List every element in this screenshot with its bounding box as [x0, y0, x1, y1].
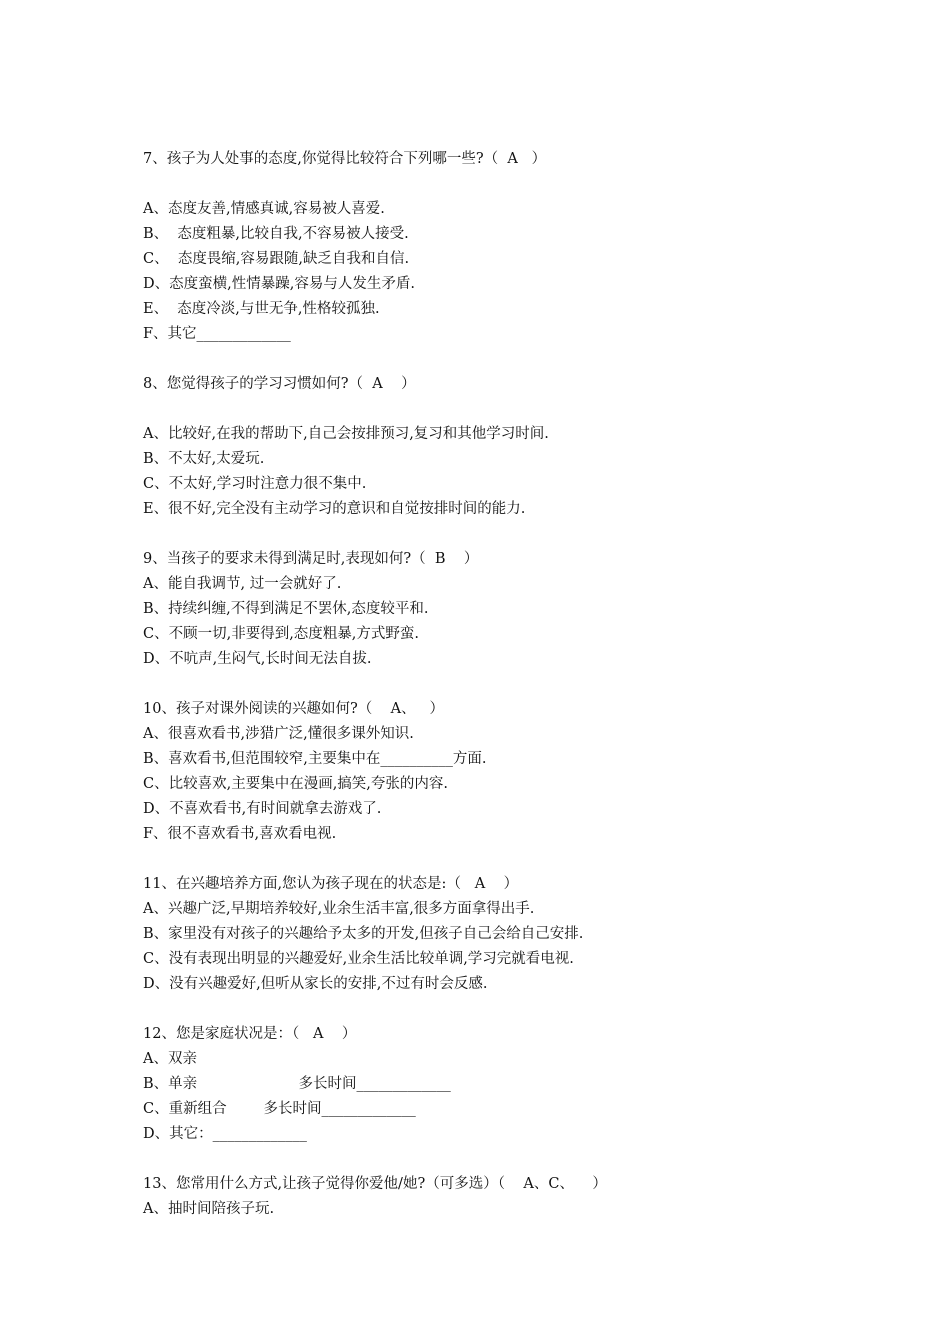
- question-9: [143, 547, 843, 672]
- question-10: [143, 697, 843, 847]
- question-title: 13、您常用什么方式,让孩子觉得你爱他/她?（可多选）（ A、C、 ）: [143, 1176, 607, 1192]
- question-title: 9、当孩子的要求未得到满足时,表现如何?（ B ）: [143, 551, 479, 567]
- question-title: 10、孩子对课外阅读的兴趣如何?（ A、 ）: [143, 701, 444, 717]
- question-12: [143, 1022, 843, 1147]
- option-line: B、不太好,太爱玩.: [143, 451, 265, 467]
- question-title: 8、您觉得孩子的学习习惯如何?（ A ）: [143, 376, 416, 392]
- option-line: B、持续纠缠,不得到满足不罢休,态度较平和.: [143, 601, 429, 617]
- option-line: B、 态度粗暴,比较自我,不容易被人接受.: [143, 226, 409, 242]
- option-line: C、不太好,学习时注意力很不集中.: [143, 476, 367, 492]
- option-line: C、比较喜欢,主要集中在漫画,搞笑,夸张的内容.: [143, 776, 449, 792]
- question-title: 7、孩子为人处事的态度,你觉得比较符合下列哪一些?（ A ）: [143, 151, 547, 167]
- option-line: A、比较好,在我的帮助下,自己会按排预习,复习和其他学习时间.: [143, 426, 549, 442]
- question-title: 12、您是家庭状况是：（ A ）: [143, 1026, 357, 1042]
- spacer: [143, 672, 843, 697]
- option-line: D、态度蛮横,性情暴躁,容易与人发生矛盾.: [143, 276, 415, 292]
- option-line: C、 态度畏缩,容易跟随,缺乏自我和自信.: [143, 251, 410, 267]
- option-line: D、不喜欢看书,有时间就拿去游戏了.: [143, 801, 382, 817]
- option-line: A、兴趣广泛,早期培养较好,业余生活丰富,很多方面拿得出手.: [143, 901, 535, 917]
- spacer: [143, 397, 843, 422]
- question-7: [143, 147, 843, 347]
- question-11: [143, 872, 843, 997]
- question-title: 11、在兴趣培养方面,您认为孩子现在的状态是:（ A ）: [143, 876, 519, 892]
- spacer: [143, 1147, 843, 1172]
- option-line: F、很不喜欢看书,喜欢看电视.: [143, 826, 337, 842]
- spacer: [143, 997, 843, 1022]
- option-line: B、喜欢看书,但范围较窄,主要集中在__________方面.: [143, 751, 487, 767]
- option-line: E、很不好,完全没有主动学习的意识和自觉按排时间的能力.: [143, 501, 526, 517]
- spacer: [143, 522, 843, 547]
- question-8: [143, 372, 843, 522]
- spacer: [143, 347, 843, 372]
- option-line: A、能自我调节, 过一会就好了.: [143, 576, 342, 592]
- option-line: D、不吭声,生闷气,长时间无法自拔.: [143, 651, 372, 667]
- spacer: [143, 172, 843, 197]
- option-line: F、其它_____________: [143, 326, 291, 342]
- option-line: A、双亲: [143, 1051, 197, 1067]
- option-line: D、没有兴趣爱好,但听从家长的安排,不过有时会反感.: [143, 976, 488, 992]
- option-line: C、没有表现出明显的兴趣爱好,业余生活比较单调,学习完就看电视.: [143, 951, 574, 967]
- option-line: E、 态度冷淡,与世无争,性格较孤独.: [143, 301, 380, 317]
- option-line: A、很喜欢看书,涉猎广泛,懂很多课外知识.: [143, 726, 414, 742]
- option-line: A、抽时间陪孩子玩.: [143, 1201, 275, 1217]
- option-line: C、重新组合 多长时间_____________: [143, 1101, 416, 1117]
- option-line: B、家里没有对孩子的兴趣给予太多的开发,但孩子自己会给自己安排.: [143, 926, 584, 942]
- document-page: [143, 147, 843, 1222]
- option-line: C、不顾一切,非要得到,态度粗暴,方式野蛮.: [143, 626, 420, 642]
- question-13: [143, 1172, 843, 1222]
- spacer: [143, 847, 843, 872]
- option-line: B、单亲 多长时间_____________: [143, 1076, 451, 1092]
- option-line: A、态度友善,情感真诚,容易被人喜爱.: [143, 201, 385, 217]
- option-line: D、其它：_____________: [143, 1126, 307, 1142]
